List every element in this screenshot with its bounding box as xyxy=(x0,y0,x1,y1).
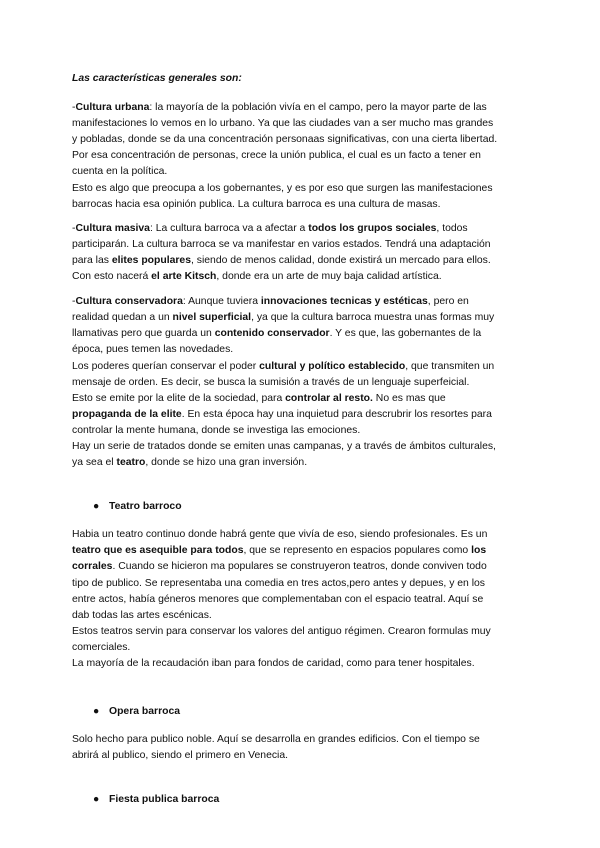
text-line xyxy=(72,237,542,253)
text-run: La mayoría de la recaudación iban para fondos de caridad, como para tener hospitales. xyxy=(72,658,475,669)
text-run: : Aunque tuviera xyxy=(182,296,261,308)
text-run: mensaje de orden. Es decir, se busca la sumisión a través de un lenguaje superfeicial. xyxy=(72,376,470,388)
bold-text: Cultura urbana xyxy=(75,102,150,114)
heading-text: Opera barroca xyxy=(109,706,181,718)
text-run: , siendo de menos calidad, donde existirá un mercado para ellos. xyxy=(190,254,491,266)
text-line xyxy=(72,181,542,197)
text-line xyxy=(72,100,542,116)
text-run: - xyxy=(72,102,76,114)
text-line xyxy=(72,748,542,764)
bold-text: innovaciones tecnicas y estéticas xyxy=(260,296,428,308)
document-page xyxy=(72,71,542,808)
text-run: cuenta en la política. xyxy=(72,166,168,178)
text-line xyxy=(72,439,542,455)
bold-text: controlar al resto. xyxy=(285,392,373,404)
text-run: Esto es algo que preocupa a los gobernantes, y es por eso que surgen las manifestaciones xyxy=(72,182,493,194)
bold-text: nivel superficial xyxy=(172,312,252,324)
section-heading-fiesta-publica-barroca xyxy=(72,792,542,808)
text-run: controlar la mente humana, donde se investiga las emociones. xyxy=(72,424,361,436)
section-heading-opera-barroca xyxy=(72,704,542,720)
text-line xyxy=(72,527,542,543)
text-run: . En esta época hay una inquietud para descrubrir los resortes para xyxy=(181,408,492,420)
text-line xyxy=(72,592,542,608)
text-line xyxy=(72,576,542,592)
page-title: Las características generales son: xyxy=(72,73,242,84)
bold-text: Cultura masiva xyxy=(75,222,150,234)
text-line xyxy=(72,326,542,342)
text-run: Con esto nacerá xyxy=(72,271,152,283)
document-body xyxy=(72,100,542,808)
text-run: , donde se hizo una gran inversión. xyxy=(145,457,308,469)
text-line xyxy=(72,543,542,559)
text-line xyxy=(72,132,542,148)
bullet-icon: ● xyxy=(93,706,100,718)
text-run: - xyxy=(72,222,76,234)
text-line xyxy=(72,148,542,164)
text-line xyxy=(72,221,542,237)
heading-text: Teatro barroco xyxy=(109,501,182,513)
text-run: , que se represento en espacios populares como xyxy=(243,545,472,557)
text-run: , donde era un arte de muy baja calidad artística. xyxy=(216,271,442,283)
paragraph-teatro-barroco-text xyxy=(72,527,542,672)
text-line xyxy=(72,253,542,269)
text-line xyxy=(72,423,542,439)
text-run: ya sea el xyxy=(72,457,117,469)
bold-text: los xyxy=(471,545,487,557)
text-run: . Y es que, las gobernantes de la xyxy=(329,328,482,340)
text-line xyxy=(72,294,542,310)
text-line xyxy=(72,407,542,423)
text-line xyxy=(72,197,542,213)
bold-text: elites populares xyxy=(111,254,191,266)
text-line xyxy=(72,164,542,180)
text-run: , todos xyxy=(436,222,468,234)
text-line xyxy=(72,732,542,748)
text-line xyxy=(72,310,542,326)
text-run: realidad quedan a un xyxy=(72,312,173,324)
text-run: : La cultura barroca va a afectar a xyxy=(149,222,309,234)
text-run: Los poderes querían conservar el poder xyxy=(72,360,260,372)
text-line xyxy=(72,391,542,407)
text-run: No es mas que xyxy=(372,392,446,404)
text-line xyxy=(72,269,542,285)
text-line xyxy=(72,375,542,391)
bold-text: teatro que es asequible para todos xyxy=(72,545,244,557)
text-run: Habia un teatro continuo donde habrá gente que vivía de eso, siendo profesionales. Es un xyxy=(72,529,488,541)
text-run: llamativas pero que guarda un xyxy=(72,328,215,340)
text-run: Hay un serie de tratados donde se emiten unas campanas, y a través de ámbitos culturales, xyxy=(72,440,496,452)
text-run: participarán. La cultura barroca se va manifestar en varios estados. Tendrá una adaptación xyxy=(72,238,491,250)
text-run: época, pues temen las novedades. xyxy=(72,344,234,356)
bullet-icon: ● xyxy=(93,501,100,513)
text-run: entre actos, había géneros menores que complementaban con el espacio teatral. Aquí se xyxy=(72,593,484,605)
bold-text: todos los grupos sociales xyxy=(308,222,437,234)
text-run: para las xyxy=(72,254,112,266)
paragraph-opera-barroca-text xyxy=(72,732,542,764)
text-run: Estos teatros servin para conservar los valores del antiguo régimen. Crearon formulas muy xyxy=(72,625,491,637)
paragraph-cultura-conservadora xyxy=(72,294,542,471)
text-run: , que transmiten un xyxy=(405,360,495,372)
text-line xyxy=(72,656,542,672)
text-run: manifestaciones lo vemos en lo urbano. Ya que las ciudades van a ser mucho mas grandes xyxy=(72,118,494,130)
text-line xyxy=(72,342,542,358)
bold-text: el arte Kitsch xyxy=(151,271,217,283)
text-run: comerciales. xyxy=(72,641,131,653)
text-run: Solo hecho para publico noble. Aquí se desarrolla en grandes edificios. Con el tiempo se xyxy=(72,734,480,746)
text-run: , ya que la cultura barroca muestra unas formas muy xyxy=(251,312,495,324)
text-run: Esto se emite por la elite de la sociedad, para xyxy=(72,392,286,404)
section-heading-teatro-barroco xyxy=(72,499,542,515)
bold-text: propaganda de la elite xyxy=(72,408,182,420)
paragraph-cultura-masiva xyxy=(72,221,542,285)
text-run: . Cuando se hicieron ma populares se construyeron teatros, donde conviven todo xyxy=(112,561,487,573)
text-run: , pero en xyxy=(427,296,469,308)
text-line xyxy=(72,640,542,656)
text-run: Por esa concentración de personas, crece la unión publica, el cual es un facto a tener en xyxy=(72,150,481,162)
bullet-icon: ● xyxy=(93,794,100,806)
bold-text: contenido conservador xyxy=(214,328,330,340)
text-line xyxy=(72,624,542,640)
heading-text: Fiesta publica barroca xyxy=(109,794,220,806)
text-line xyxy=(72,559,542,575)
text-run: dab todas las artes escénicas. xyxy=(72,609,212,621)
text-run: tipo de publico. Se representaba una comedia en tres actos,pero antes y depues, y en los xyxy=(72,577,486,589)
bold-text: corrales xyxy=(72,561,113,573)
text-run: : la mayoría de la población vivía en el campo, pero la mayor parte de las xyxy=(149,102,487,114)
text-line xyxy=(72,455,542,471)
text-run: y pobladas, donde se da una concentración personaas significativas, con una cierta libertad. xyxy=(72,134,498,146)
text-line xyxy=(72,359,542,375)
bold-text: cultural y político establecido xyxy=(259,360,406,372)
text-run: - xyxy=(72,296,76,308)
text-run: barrocas hacia esa opinión publica. La cultura barroca es una cultura de masas. xyxy=(72,198,441,210)
text-line xyxy=(72,608,542,624)
text-run: abrirá al publico, siendo el primero en Venecia. xyxy=(72,750,289,762)
text-line xyxy=(72,116,542,132)
bold-text: teatro xyxy=(116,457,146,469)
bold-text: Cultura conservadora xyxy=(75,296,183,308)
paragraph-cultura-urbana xyxy=(72,100,542,213)
